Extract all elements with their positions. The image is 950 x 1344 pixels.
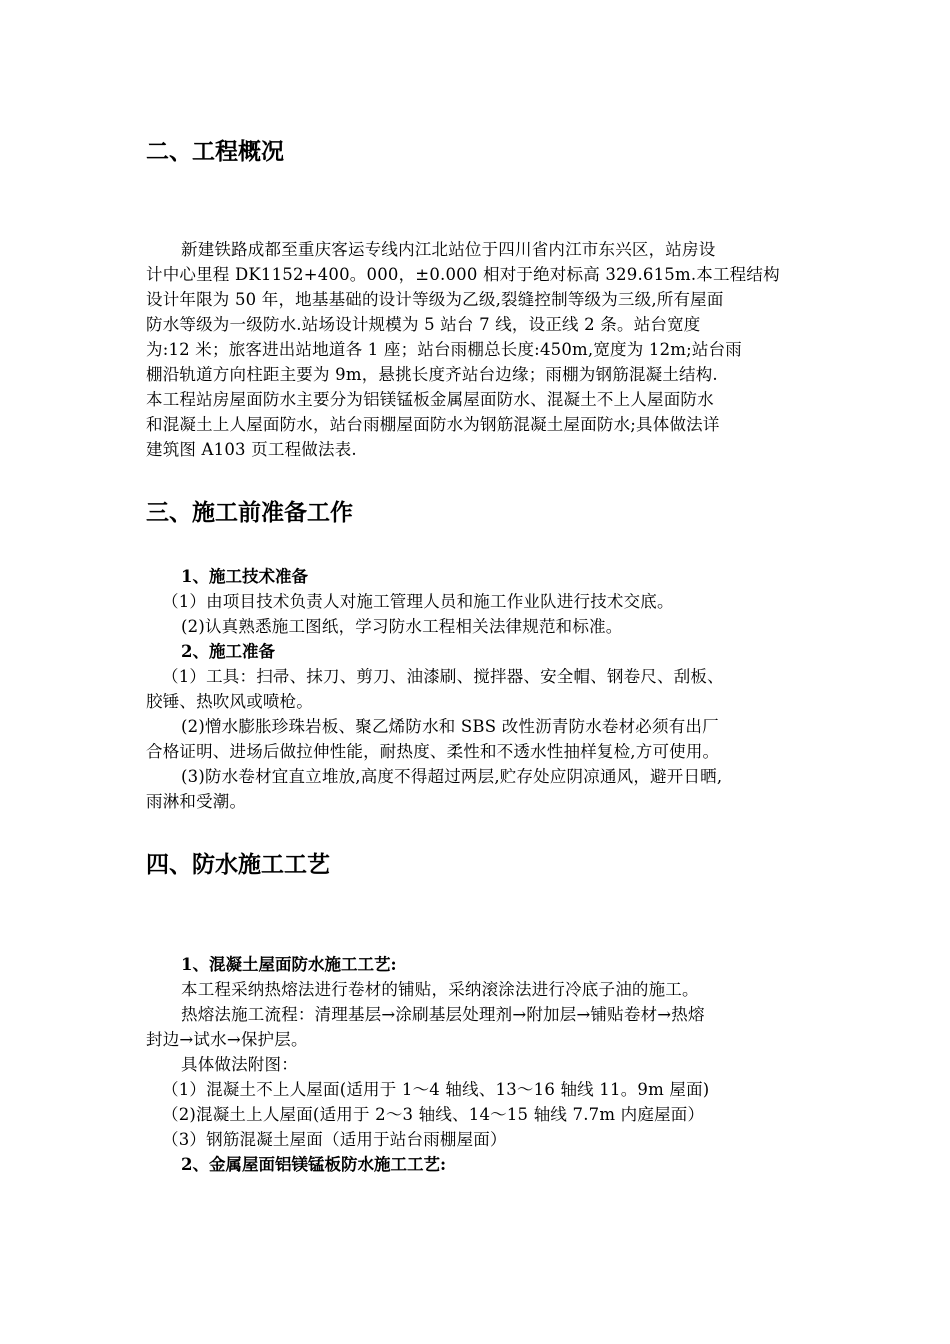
subsection-heading: 1、混凝土屋面防水施工工艺: xyxy=(181,955,397,974)
paragraph-line: 新建铁路成都至重庆客运专线内江北站位于四川省内江市东兴区，站房设 xyxy=(181,240,716,259)
paragraph-line: (2)憎水膨胀珍珠岩板、聚乙烯防水和 SBS 改性沥青防水卷材必须有出厂 xyxy=(181,717,719,736)
paragraph-line: 本工程采纳热熔法进行卷材的铺贴，采纳滚涂法进行冷底子油的施工。 xyxy=(181,980,699,999)
paragraph-line: 雨淋和受潮。 xyxy=(146,792,247,811)
paragraph-line: （3）钢筋混凝土屋面（适用于站台雨棚屋面） xyxy=(162,1130,507,1149)
paragraph-line: (3)防水卷材宜直立堆放,高度不得超过两层,贮存处应阴凉通风，避开日晒, xyxy=(181,767,723,786)
paragraph-line: 具体做法附图： xyxy=(181,1055,298,1074)
subsection-heading: 2、金属屋面铝镁锰板防水施工工艺: xyxy=(181,1155,447,1174)
paragraph-line: 防水等级为一级防水.站场设计规模为 5 站台 7 线，设正线 2 条。站台宽度 xyxy=(146,315,701,334)
paragraph-line: 建筑图 A103 页工程做法表. xyxy=(146,440,357,459)
paragraph-line: （2)混凝土上人屋面(适用于 2～3 轴线、14～15 轴线 7.7m 内庭屋面） xyxy=(162,1105,705,1124)
paragraph-line: 合格证明、进场后做拉伸性能，耐热度、柔性和不透水性抽样复检,方可使用。 xyxy=(146,742,720,761)
paragraph-line: 计中心里程 DK1152+400。000，±0.000 相对于绝对标高 329.615m.本工程结构 xyxy=(146,265,780,284)
paragraph-line: 封边→试水→保护层。 xyxy=(146,1030,308,1049)
subsection-heading: 1、施工技术准备 xyxy=(181,567,308,586)
paragraph-line: （1）由项目技术负责人对施工管理人员和施工作业队进行技术交底。 xyxy=(162,592,674,611)
section-3-heading: 三、施工前准备工作 xyxy=(146,500,353,526)
paragraph-line: 和混凝土上人屋面防水，站台雨棚屋面防水为钢筋混凝土屋面防水;具体做法详 xyxy=(146,415,720,434)
paragraph-line: 设计年限为 50 年，地基基础的设计等级为乙级,裂缝控制等级为三级,所有屋面 xyxy=(146,290,724,309)
paragraph-line: 热熔法施工流程：清理基层→涂刷基层处理剂→附加层→铺贴卷材→热熔 xyxy=(181,1005,705,1024)
paragraph-line: 胶锤、热吹风或喷枪。 xyxy=(146,692,313,711)
section-2-heading: 二、工程概况 xyxy=(146,139,284,165)
paragraph-line: （1）工具：扫帚、抹刀、剪刀、油漆刷、搅拌器、安全帽、钢卷尺、刮板、 xyxy=(162,667,724,686)
paragraph-line: (2)认真熟悉施工图纸，学习防水工程相关法律规范和标准。 xyxy=(181,617,623,636)
paragraph-line: （1）混凝土不上人屋面(适用于 1～4 轴线、13～16 轴线 11。9m 屋面) xyxy=(162,1080,710,1099)
section-4-heading: 四、防水施工工艺 xyxy=(146,852,330,878)
subsection-heading: 2、施工准备 xyxy=(181,642,275,661)
paragraph-line: 为:12 米；旅客进出站地道各 1 座；站台雨棚总长度:450m,宽度为 12m;站台雨 xyxy=(146,340,742,359)
paragraph-line: 本工程站房屋面防水主要分为铝镁锰板金属屋面防水、混凝土不上人屋面防水 xyxy=(146,390,714,409)
paragraph-line: 棚沿轨道方向柱距主要为 9m，悬挑长度齐站台边缘；雨棚为钢筋混凝土结构. xyxy=(146,365,718,384)
